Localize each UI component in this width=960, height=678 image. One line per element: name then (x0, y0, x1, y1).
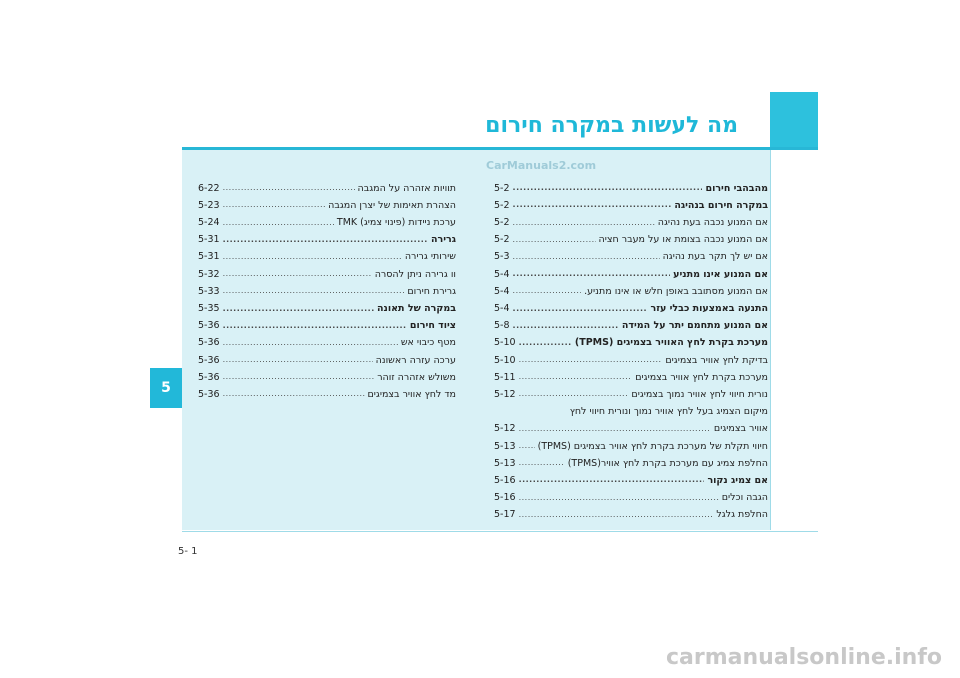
toc-leader-dots (519, 459, 565, 467)
toc-leader-dots (513, 184, 703, 192)
toc-page-number: 5-32 (198, 268, 220, 280)
toc-leader-dots (223, 287, 405, 295)
toc-leader-dots (223, 236, 428, 244)
chapter-tab[interactable]: 5 (150, 368, 182, 408)
toc-page-number: 6-22 (198, 182, 220, 194)
toc-page-number: 5-16 (494, 474, 516, 486)
toc-page-number: 5-12 (494, 388, 516, 400)
toc-leader-dots (223, 219, 334, 227)
toc-entry[interactable] (198, 365, 456, 382)
toc-entry[interactable] (494, 485, 768, 502)
toc-leader-dots (513, 201, 672, 209)
toc-entry-title: מערכת בקרת לחץ האוויר בצמיגים (TPMS) (574, 337, 768, 349)
toc-right-column (494, 176, 768, 520)
toc-entry-title: וו גרירה ניתן להסרה (374, 268, 456, 280)
toc-entry-title: אם המנוע מסתובב באופן חלש או אינו מתניע. (584, 285, 768, 297)
toc-entry[interactable] (198, 314, 456, 331)
toc-leader-dots (519, 442, 535, 450)
toc-page-number: 5-2 (494, 234, 510, 246)
toc-page-number: 5-23 (198, 199, 220, 211)
toc-entry[interactable] (494, 417, 768, 434)
toc-entry-title: ציוד חירום (409, 320, 456, 332)
page-title: מה לעשות במקרה חירום (485, 113, 738, 138)
toc-page-number: 5-31 (198, 251, 220, 263)
toc-page-number: 5-36 (198, 337, 220, 349)
toc-entry[interactable] (198, 228, 456, 245)
toc-page-number: 5-4 (494, 285, 510, 297)
toc-entry[interactable] (494, 365, 768, 382)
margin-line (770, 150, 771, 530)
toc-leader-dots (513, 270, 671, 278)
toc-leader-dots (513, 322, 619, 330)
toc-entry[interactable] (494, 210, 768, 227)
toc-entry-title: החלפת צמיג עם מערכת בקרת לחץ אוויר(TPMS) (567, 457, 768, 469)
toc-page-number: 5-2 (494, 217, 510, 229)
toc-entry[interactable] (198, 262, 456, 279)
toc-entry-title: חיווי תקלת של מערכת בקרת לחץ אוויר בצמיגים (TPMS) (537, 440, 768, 452)
toc-entry-title: אם המנוע מתחמם יתר על המידה (621, 320, 768, 332)
toc-leader-dots (223, 184, 355, 192)
toc-leader-dots (223, 270, 372, 278)
toc-entry[interactable] (494, 468, 768, 485)
toc-page-number: 5-13 (494, 440, 516, 452)
toc-leader-dots (223, 356, 373, 364)
toc-entry[interactable] (494, 296, 768, 313)
toc-entry-title: החלפת גלגל (716, 509, 768, 521)
toc-page-number: 5-36 (198, 354, 220, 366)
toc-entry-title: אם צמיג נקור (707, 474, 768, 486)
toc-page-number: 5-4 (494, 303, 510, 314)
toc-page-number: 5-12 (494, 423, 516, 435)
toc-entry-title: תוויות אזהרה על המגבה (357, 182, 456, 194)
toc-page-number: 5-16 (494, 492, 516, 504)
toc-entry[interactable] (494, 382, 768, 399)
toc-entry-title: מהבהבי חירום (705, 182, 768, 194)
toc-entry[interactable] (494, 262, 768, 279)
toc-page-number: 5-24 (198, 217, 220, 229)
toc-left-column (198, 176, 456, 399)
toc-leader-dots (519, 373, 633, 381)
toc-entry-title: אם המנוע נכבה בצומת או על מעבר חציה (598, 234, 768, 246)
toc-entry-title: אם המנוע נכבה בעת נהיגה (657, 217, 768, 229)
toc-page-number: 5-3 (494, 251, 510, 263)
toc-page-number: 5-31 (198, 234, 220, 246)
watermark-bottom: carmanualsonline.info (666, 645, 942, 670)
toc-entry-title: מיקום הצמיג בעל לחץ אוויר נמוך ונורית חיווי לחץ (569, 406, 768, 418)
toc-leader-dots (513, 236, 596, 244)
toc-entry-title: גרירת חירום (407, 285, 456, 297)
toc-page-number: 5-33 (198, 285, 220, 297)
toc-leader-dots (513, 219, 655, 227)
toc-entry[interactable] (198, 296, 456, 313)
toc-entry[interactable] (494, 193, 768, 210)
page-number: 5- 1 (178, 546, 198, 557)
toc-leader-dots (519, 425, 711, 433)
toc-leader-dots (519, 476, 705, 484)
toc-page-number: 5-10 (494, 337, 516, 349)
toc-entry[interactable] (494, 279, 768, 296)
toc-entry-title: נורית חיווי לחץ אוויר נמוך בצמיגים (631, 388, 768, 400)
toc-entry-title: אוויר בצמיגים (713, 423, 768, 435)
toc-entry[interactable] (198, 176, 456, 193)
toc-entry[interactable] (198, 279, 456, 296)
toc-leader-dots (223, 305, 374, 313)
toc-leader-dots (513, 305, 648, 313)
toc-leader-dots (519, 339, 572, 347)
toc-page-number: 5-17 (494, 509, 516, 521)
toc-entry[interactable] (494, 314, 768, 331)
toc-entry-title: משולש אזהרה זוהר (377, 371, 456, 383)
toc-entry-title: ערכה עזרה ראשונה (375, 354, 456, 366)
toc-leader-dots (513, 287, 582, 295)
toc-entry[interactable] (198, 331, 456, 348)
footer-divider (182, 531, 818, 532)
toc-entry-title: אם המנוע אינו מתניע (673, 268, 768, 280)
toc-entry[interactable] (494, 245, 768, 262)
toc-entry[interactable] (494, 176, 768, 193)
toc-entry-title: גרירה (430, 234, 456, 246)
toc-entry[interactable] (494, 451, 768, 468)
toc-entry-title: במקרה חירום בנהיגה (674, 199, 768, 211)
toc-entry[interactable] (494, 399, 768, 416)
toc-page-number: 5-36 (198, 388, 220, 400)
toc-page-number: 5-4 (494, 268, 510, 280)
watermark-top: CarManuals2.com (486, 159, 597, 172)
toc-entry[interactable] (198, 210, 456, 227)
toc-page-number: 5-35 (198, 303, 220, 314)
toc-leader-dots (223, 390, 365, 398)
chapter-header-block (770, 92, 818, 150)
toc-leader-dots (223, 201, 326, 209)
toc-entry-title: התנעה באמצעות כבלי עזר (650, 303, 768, 314)
toc-entry[interactable] (494, 331, 768, 348)
toc-leader-dots (223, 373, 375, 381)
toc-entry-title: מערכת בקרת לחץ אוויר בצמיגים (635, 371, 768, 383)
toc-leader-dots (223, 253, 402, 261)
toc-leader-dots (519, 494, 719, 502)
toc-leader-dots (519, 356, 663, 364)
toc-entry-title: שירותי גרירה (404, 251, 456, 263)
toc-leader-dots (513, 253, 660, 261)
toc-entry[interactable] (494, 434, 768, 451)
toc-page-number: 5-2 (494, 182, 510, 194)
toc-leader-dots (519, 390, 629, 398)
toc-entry-title: ערכת ניידות (פינוי צמיג) TMK (336, 217, 456, 229)
toc-entry[interactable] (494, 228, 768, 245)
toc-entry[interactable] (494, 503, 768, 520)
toc-page-number: 5-11 (494, 371, 516, 383)
toc-entry-title: הגבה וכלים (721, 492, 768, 504)
toc-entry[interactable] (198, 382, 456, 399)
toc-page-number: 5-8 (494, 320, 510, 332)
toc-leader-dots (519, 511, 714, 519)
toc-entry-title: אם יש לך תקר בעת נהיגה (662, 251, 768, 263)
toc-page-number: 5-36 (198, 320, 220, 332)
toc-page-number: 5-36 (198, 371, 220, 383)
toc-page-number: 5-2 (494, 199, 510, 211)
toc-entry-title: מד לחץ אוויר בצמיגים (367, 388, 456, 400)
toc-entry-title: מטף כיבוי אש (400, 337, 456, 349)
toc-page-number: 5-13 (494, 457, 516, 469)
toc-entry[interactable] (198, 348, 456, 365)
toc-leader-dots (223, 339, 398, 347)
toc-entry[interactable] (198, 193, 456, 210)
toc-entry-title: במקרה של תאונה (377, 303, 456, 314)
toc-entry[interactable] (494, 348, 768, 365)
toc-leader-dots (223, 322, 407, 330)
toc-entry-title: בדיקת לחץ אוויר בצמיגים (665, 354, 768, 366)
toc-entry-title: הצהרת תאימות של יצרן המגבה (328, 199, 456, 211)
toc-page-number: 5-10 (494, 354, 516, 366)
toc-entry[interactable] (198, 245, 456, 262)
